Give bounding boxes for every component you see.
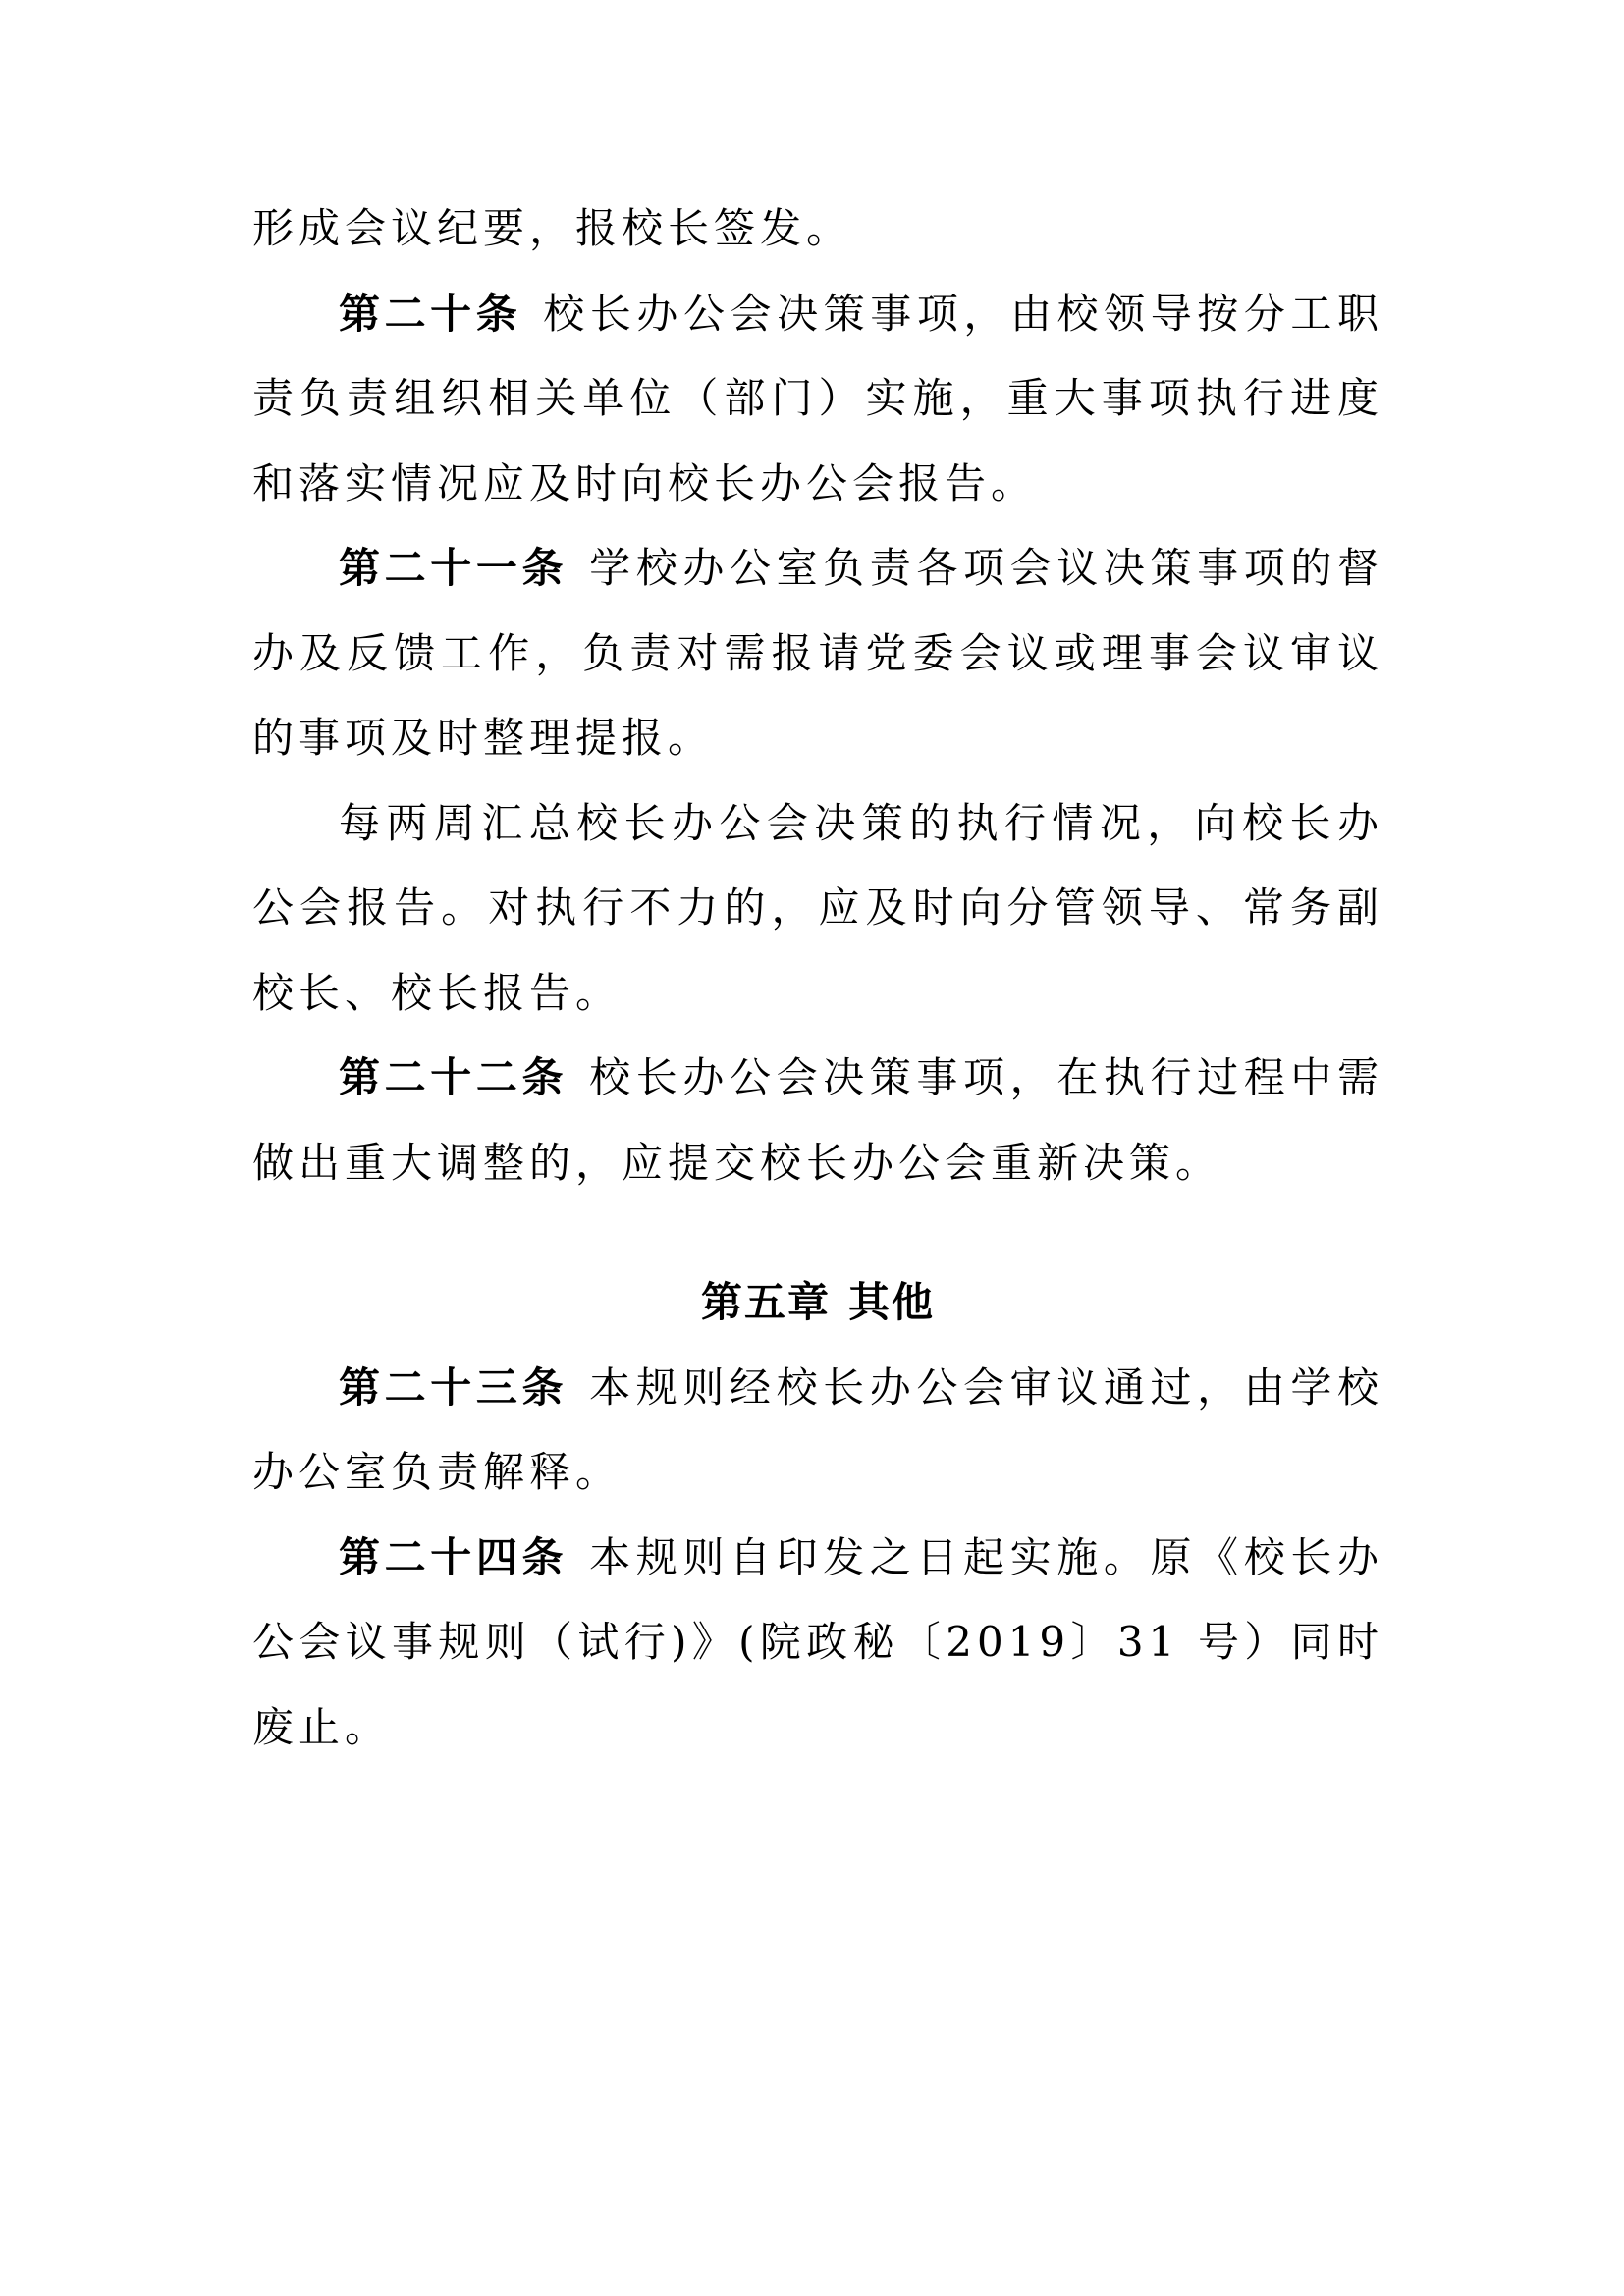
article-21-paragraph-2 <box>252 781 1383 1037</box>
article-number: 第二十一条 <box>339 544 568 592</box>
article-23 <box>252 1346 1383 1516</box>
article-text: 校长办公会决策事项，由校领导按分工职责负责组织相关单位（部门）实施，重大事项执行进度和落实情况应及时向校长办公会报告。 <box>252 289 1383 507</box>
article-number: 第二十四条 <box>339 1532 568 1581</box>
article-number: 第二十条 <box>339 289 522 338</box>
article-number: 第二十三条 <box>339 1362 568 1412</box>
article-text: 本规则自印发之日起实施。原《校长办公会议事规则（试行)》(院政秘〔2019〕31 号）同时废止。 <box>252 1532 1383 1751</box>
article-text: 校长办公会决策事项，在执行过程中需做出重大调整的，应提交校长办公会重新决策。 <box>252 1053 1383 1187</box>
document-body <box>252 187 1383 1770</box>
article-22 <box>252 1036 1383 1205</box>
article-21 <box>252 526 1383 781</box>
article-20 <box>252 272 1383 527</box>
intro-paragraph <box>252 187 1383 272</box>
article-number: 第二十二条 <box>339 1053 568 1101</box>
paragraph-text: 每两周汇总校长办公会决策的执行情况，向校长办公会报告。对执行不力的，应及时向分管领导、常务副校长、校长报告。 <box>252 798 1383 1017</box>
paragraph-text: 形成会议纪要，报校长签发。 <box>252 204 853 252</box>
chapter-title: 其他 <box>848 1278 936 1326</box>
article-24 <box>252 1516 1383 1771</box>
article-text: 本规则经校长办公会审议通过，由学校办公室负责解释。 <box>252 1362 1383 1496</box>
article-text: 学校办公室负责各项会议决策事项的督办及反馈工作，负责对需报请党委会议或理事会议审议的事项及时整理提报。 <box>252 544 1383 762</box>
chapter-heading <box>252 1260 1383 1346</box>
chapter-number: 第五章 <box>700 1278 831 1326</box>
